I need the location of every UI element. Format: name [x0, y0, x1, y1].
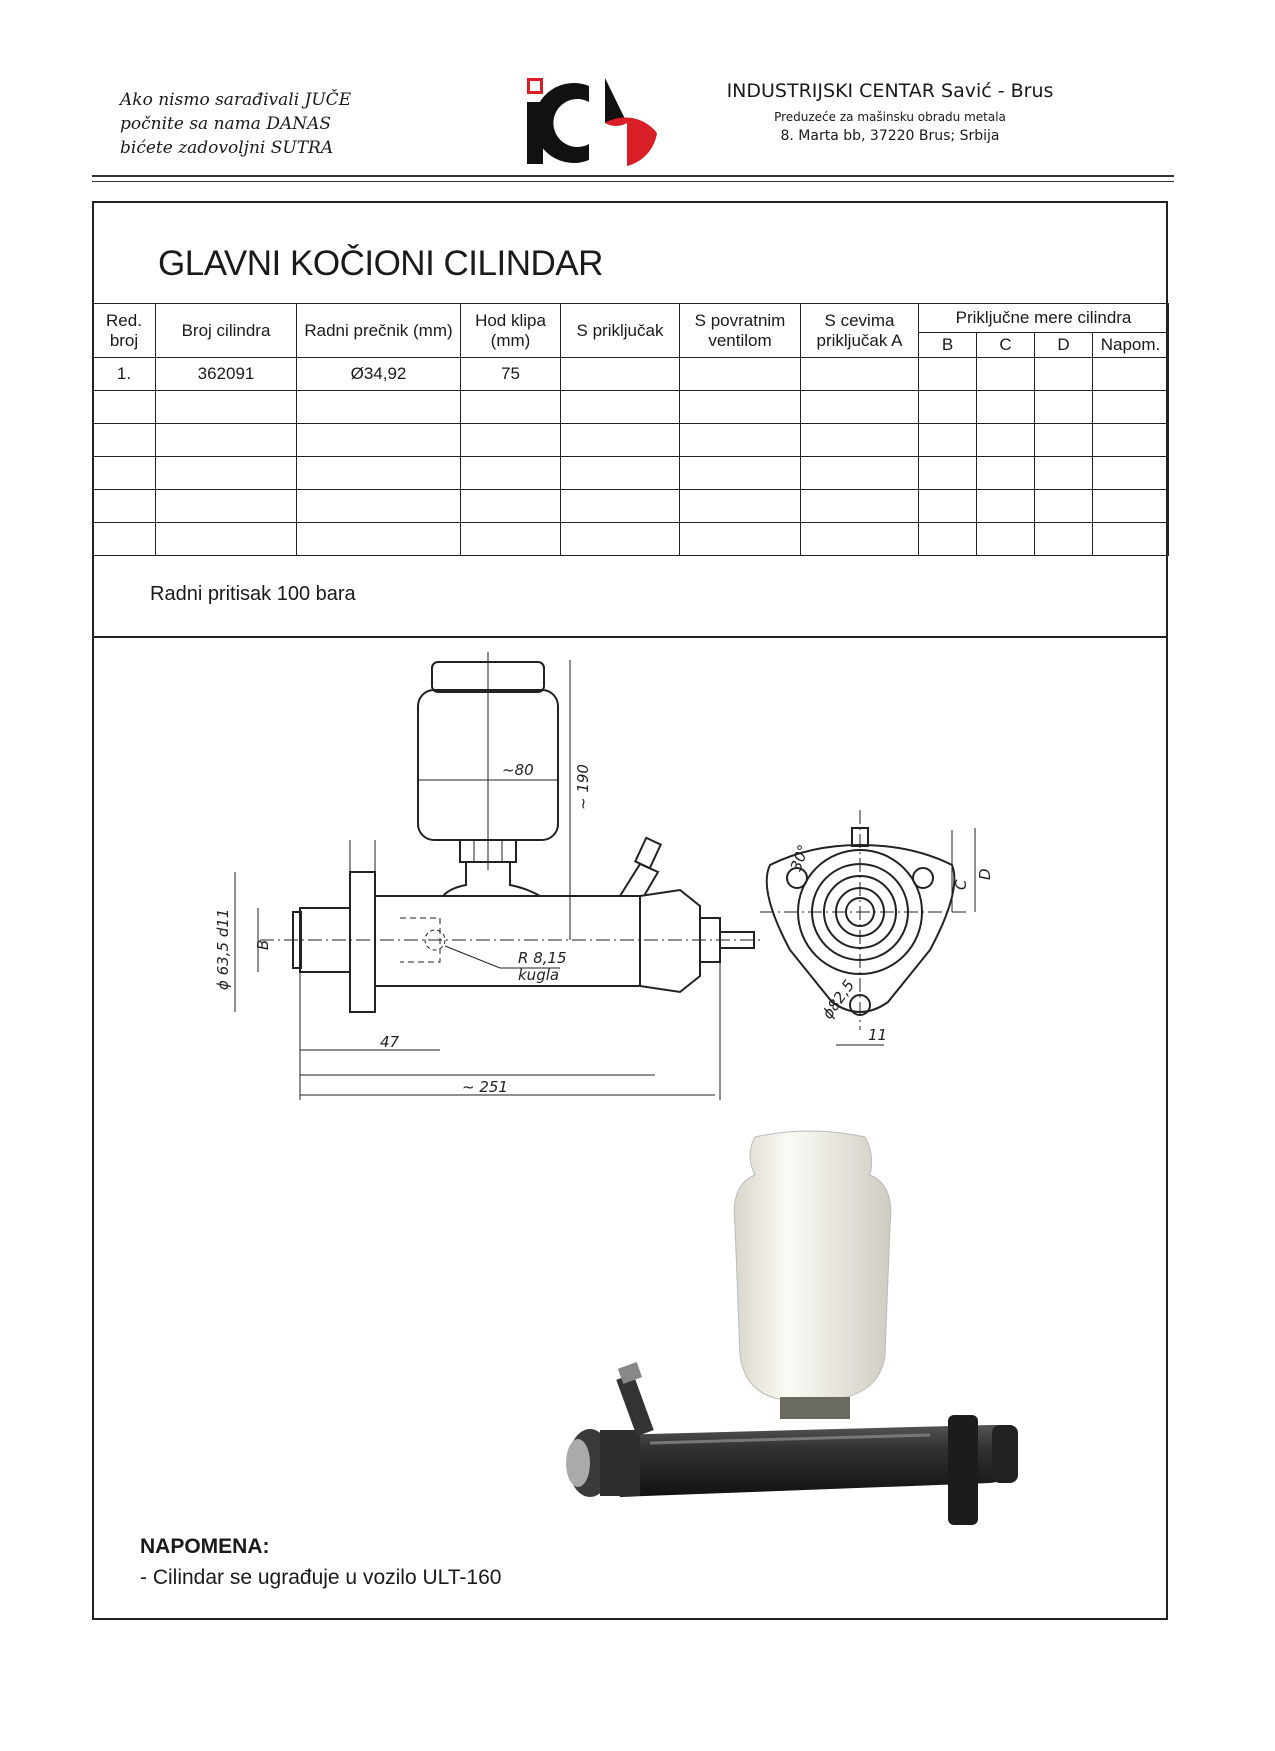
dim-kugla: kugla: [518, 966, 560, 984]
table-cell: [680, 391, 801, 424]
slogan: [120, 88, 420, 160]
company-block: [700, 80, 1080, 144]
table-cell: [801, 358, 919, 391]
dim-b: B: [254, 939, 272, 950]
dim-c: C: [952, 879, 970, 890]
spec-table: [92, 303, 1169, 556]
table-cell: [680, 457, 801, 490]
table-cell: [561, 523, 680, 556]
page-title: GLAVNI KOČIONI CILINDAR: [158, 244, 603, 283]
col-napom: Napom.: [1093, 333, 1169, 358]
table-cell: [919, 457, 977, 490]
table-cell: [1093, 523, 1169, 556]
table-cell: [1035, 391, 1093, 424]
table-cell: [561, 391, 680, 424]
table-cell: [1093, 358, 1169, 391]
table-cell: [919, 424, 977, 457]
col-s-cevima: S cevima priključak A: [801, 304, 919, 358]
table-cell: [93, 457, 156, 490]
table-cell: 362091: [156, 358, 297, 391]
dim-11: 11: [868, 1026, 888, 1044]
table-header-row: [93, 304, 1169, 333]
table-cell: [680, 523, 801, 556]
table-row: [93, 391, 1169, 424]
table-cell: [156, 424, 297, 457]
col-radni-precnik: Radni prečnik (mm): [297, 304, 461, 358]
table-cell: [1035, 523, 1093, 556]
table-cell: [156, 523, 297, 556]
dim-d: D: [976, 868, 994, 880]
table-cell: [297, 457, 461, 490]
section-divider: [92, 636, 1168, 638]
slogan-line-3: bićete zadovoljni SUTRA: [120, 138, 334, 158]
dim-47: 47: [380, 1033, 400, 1051]
product-photo: [530, 1125, 1050, 1555]
table-cell: [801, 391, 919, 424]
table-cell: [1093, 490, 1169, 523]
table-cell: [680, 358, 801, 391]
table-cell: [561, 457, 680, 490]
table-cell: [156, 391, 297, 424]
dim-30: 30°: [786, 842, 813, 874]
col-hod-klipa: Hod klipa (mm): [461, 304, 561, 358]
col-red-broj: Red. broj: [93, 304, 156, 358]
table-cell: [977, 457, 1035, 490]
table-cell: [461, 457, 561, 490]
table-cell: [156, 490, 297, 523]
table-row: [93, 424, 1169, 457]
note-title: NAPOMENA:: [140, 1535, 270, 1558]
dim-82: ϕ82,5: [818, 976, 859, 1023]
table-cell: [801, 457, 919, 490]
table-cell: [1035, 457, 1093, 490]
note-text: - Cilindar se ugrađuje u vozilo ULT-160: [140, 1566, 502, 1589]
table-cell: [1035, 424, 1093, 457]
table-cell: [461, 424, 561, 457]
table-row: [93, 490, 1169, 523]
table-cell: Ø34,92: [297, 358, 461, 391]
table-cell: 75: [461, 358, 561, 391]
table-cell: [93, 391, 156, 424]
table-cell: [977, 358, 1035, 391]
table-cell: [93, 490, 156, 523]
table-cell: [297, 490, 461, 523]
table-cell: [1093, 391, 1169, 424]
table-row: [93, 358, 1169, 391]
header-rule: [92, 175, 1174, 177]
col-c: C: [977, 333, 1035, 358]
company-name: INDUSTRIJSKI CENTAR Savić - Brus: [726, 80, 1054, 102]
col-broj-cilindra: Broj cilindra: [156, 304, 297, 358]
ics-logo: [527, 78, 657, 166]
table-cell: [1035, 358, 1093, 391]
table-cell: [919, 523, 977, 556]
header-rule-thin: [92, 181, 1174, 182]
dim-63: ϕ 63,5 d11: [214, 908, 232, 990]
table-cell: [680, 490, 801, 523]
table-cell: [93, 424, 156, 457]
table-cell: [297, 391, 461, 424]
table-cell: 1.: [93, 358, 156, 391]
table-cell: [297, 523, 461, 556]
table-cell: [977, 424, 1035, 457]
table-cell: [561, 424, 680, 457]
table-cell: [977, 523, 1035, 556]
col-d: D: [1035, 333, 1093, 358]
table-cell: [156, 457, 297, 490]
table-cell: [561, 490, 680, 523]
table-cell: [461, 523, 561, 556]
dim-80: ~80: [502, 761, 534, 779]
table-cell: [919, 490, 977, 523]
slogan-line-2: počnite sa nama DANAS: [120, 114, 332, 134]
col-b: B: [919, 333, 977, 358]
col-s-prikljucak: S priključak: [561, 304, 680, 358]
table-cell: [1093, 457, 1169, 490]
table-body: [93, 358, 1169, 556]
table-cell: [93, 523, 156, 556]
pressure-note: Radni pritisak 100 bara: [150, 583, 356, 605]
table-cell: [1093, 424, 1169, 457]
technical-drawing: [200, 650, 1080, 1140]
table-cell: [977, 490, 1035, 523]
table-cell: [801, 523, 919, 556]
company-subtitle: Preduzeće za mašinsku obradu metala: [774, 110, 1006, 124]
table-row: [93, 523, 1169, 556]
col-prikljucne-mere: Priključne mere cilindra: [919, 304, 1169, 333]
table-cell: [919, 358, 977, 391]
table-cell: [977, 391, 1035, 424]
table-cell: [561, 358, 680, 391]
table-cell: [1035, 490, 1093, 523]
dim-190: ~ 190: [574, 764, 592, 810]
dim-r: R 8,15: [518, 949, 567, 967]
slogan-line-1: Ako nismo sarađivali JUČE: [120, 90, 352, 110]
company-address: 8. Marta bb, 37220 Brus; Srbija: [780, 128, 1000, 144]
dim-251: ~ 251: [462, 1078, 508, 1096]
col-s-povratnim: S povratnim ventilom: [680, 304, 801, 358]
table-row: [93, 457, 1169, 490]
table-cell: [461, 490, 561, 523]
table-cell: [801, 490, 919, 523]
table-cell: [680, 424, 801, 457]
table-cell: [919, 391, 977, 424]
table-cell: [297, 424, 461, 457]
table-cell: [801, 424, 919, 457]
table-cell: [461, 391, 561, 424]
